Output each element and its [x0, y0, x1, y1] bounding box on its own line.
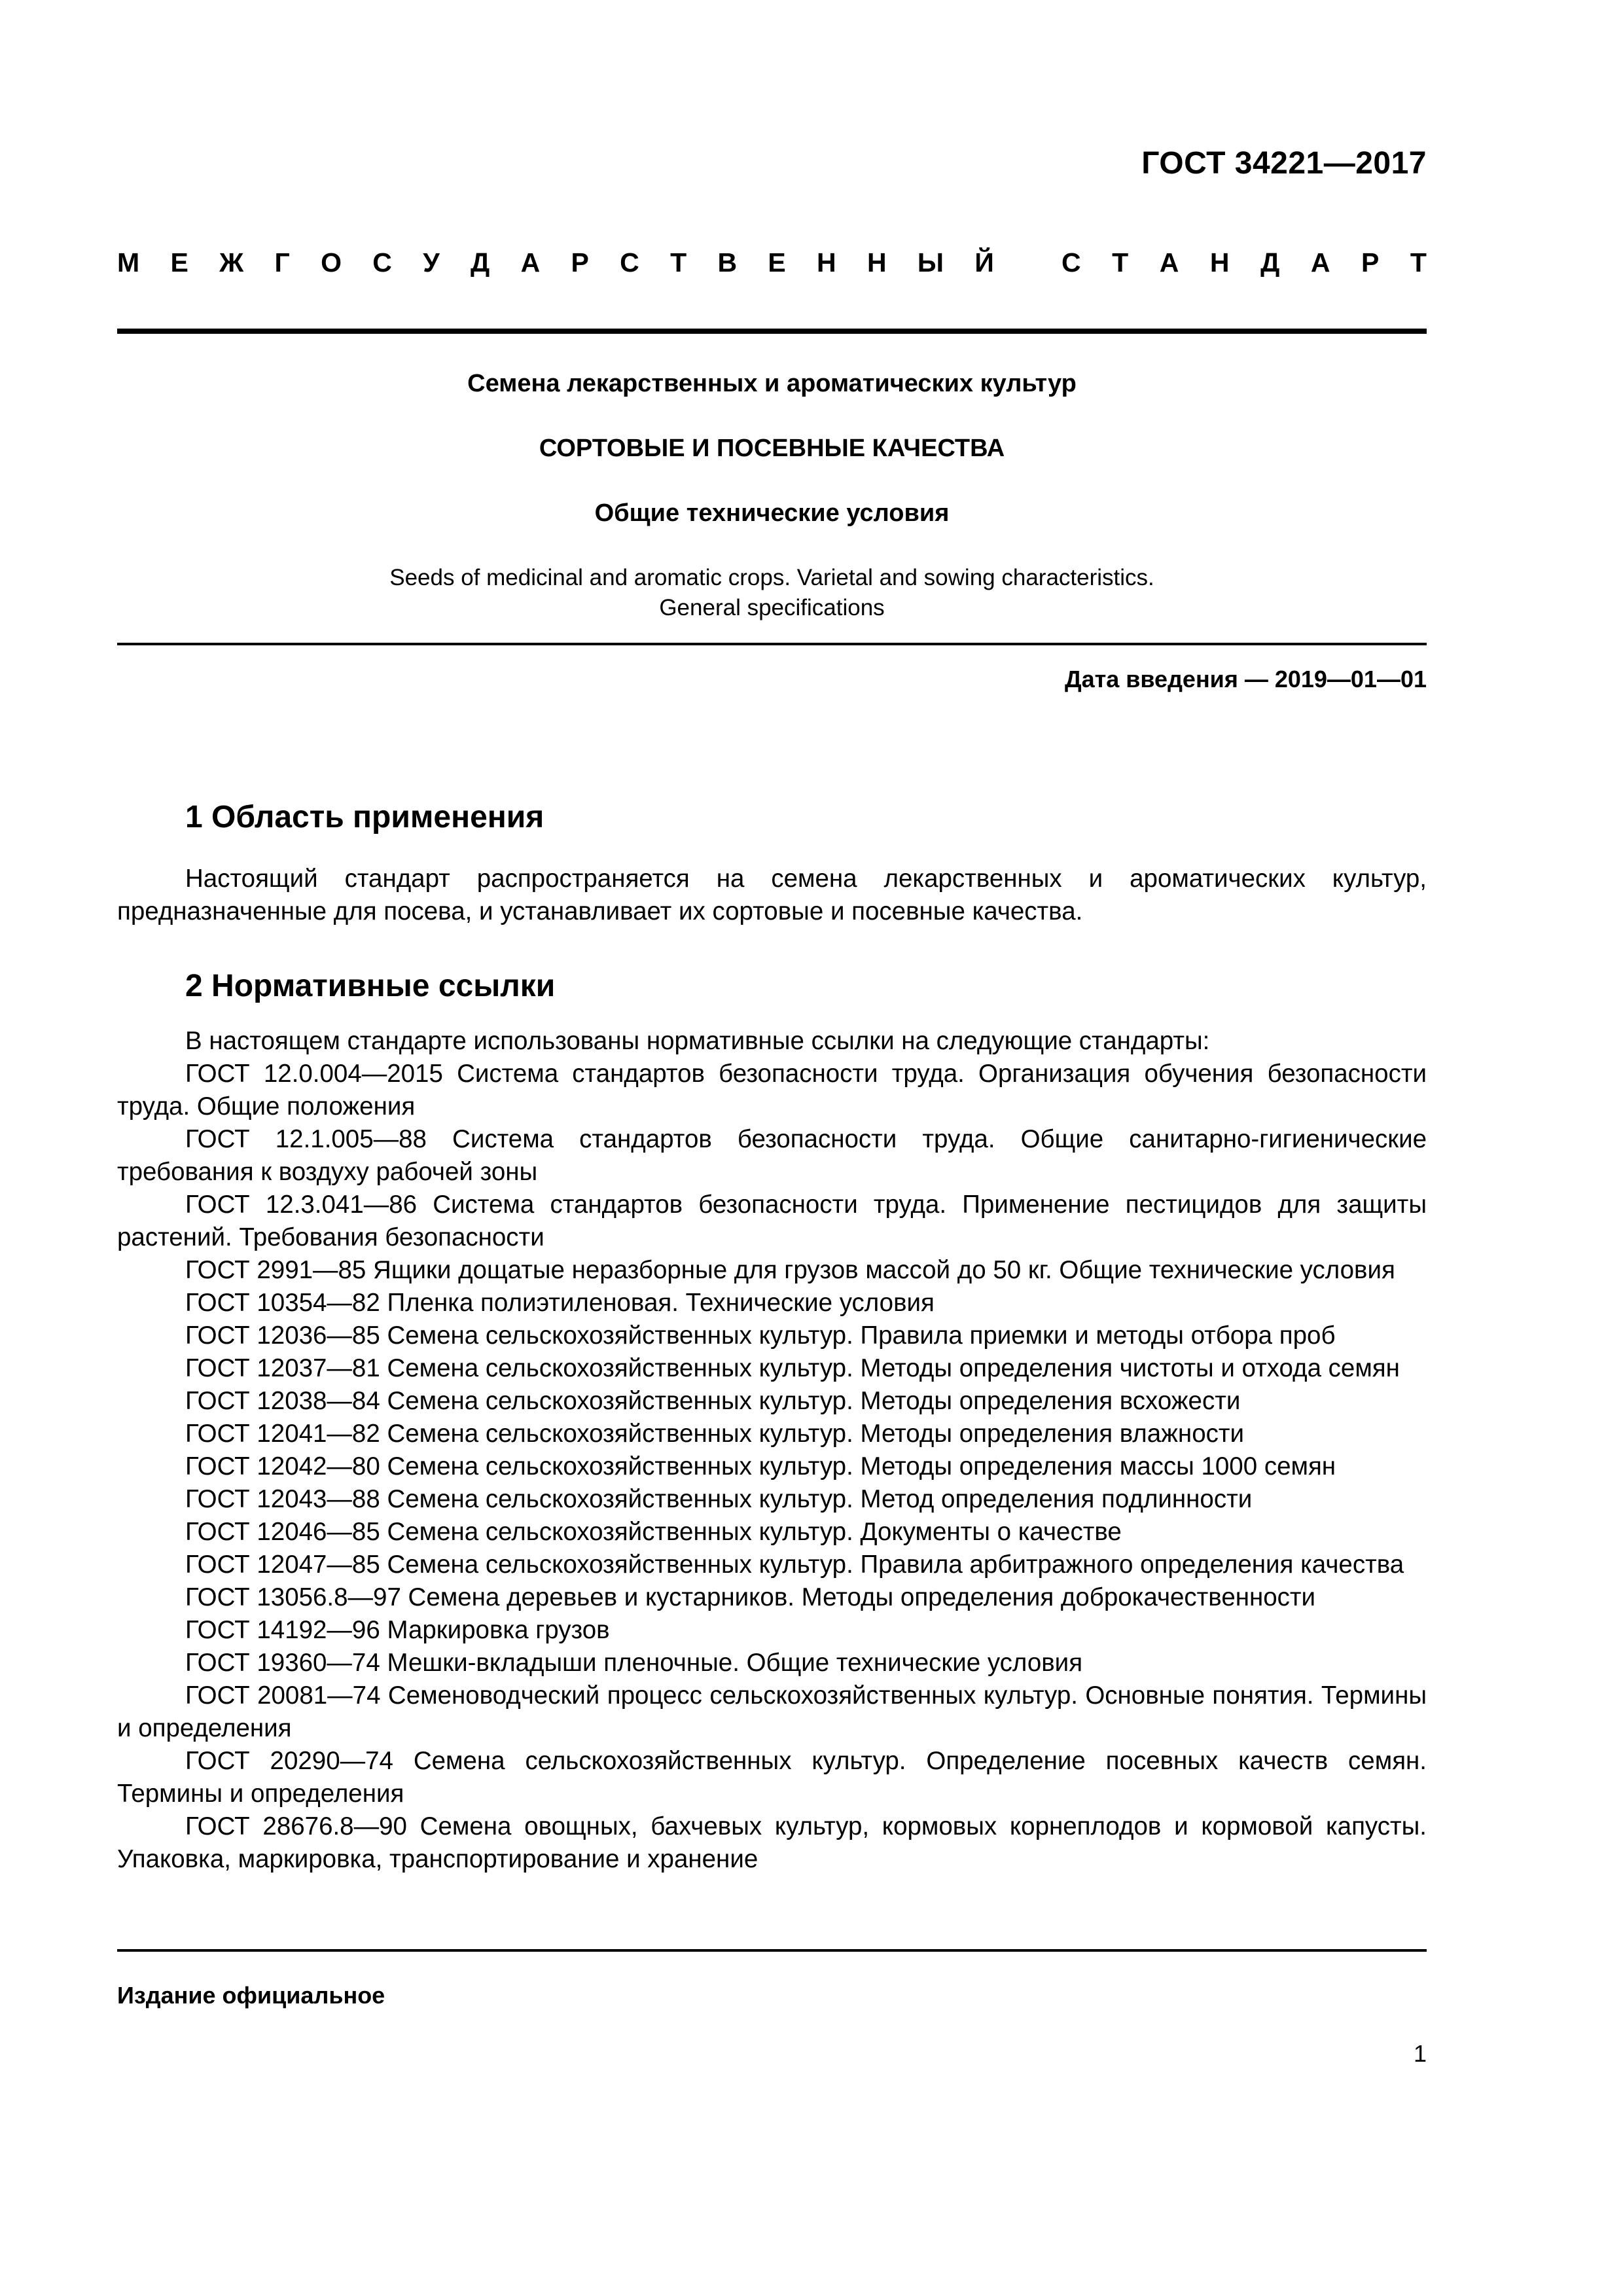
standard-type-heading: [117, 247, 1427, 278]
reference-item: ГОСТ 2991—85 Ящики дощатые неразборные для грузов массой до 50 кг. Общие технические условия: [185, 1256, 1395, 1284]
letter: Г: [274, 247, 290, 278]
letter: Д: [1260, 247, 1280, 278]
letter: Ж: [219, 247, 244, 278]
reference-item: ГОСТ 20081—74 Семеноводческий процесс сельскохозяйственных культур. Основные понятия. Термины и определения: [117, 1681, 1427, 1742]
reference-item: ГОСТ 12042—80 Семена сельскохозяйственных культур. Методы определения массы 1000 семян: [185, 1452, 1336, 1480]
letter: М: [117, 247, 140, 278]
letter: Т: [1410, 247, 1427, 278]
title-english-line-2: General specifications: [659, 595, 885, 620]
reference-item: ГОСТ 19360—74 Мешки-вкладыши пленочные. Общие технические условия: [185, 1649, 1083, 1677]
page-number: 1: [1413, 2040, 1427, 2067]
letter: Т: [1112, 247, 1129, 278]
letter: Р: [1361, 247, 1380, 278]
reference-item: ГОСТ 28676.8—90 Семена овощных, бахчевых культур, кормовых корнеплодов и кормовой капусты. Упаковка, маркировка, транспортирование и хранение: [117, 1812, 1427, 1873]
letter: Р: [571, 247, 589, 278]
title-line-2: СОРТОВЫЕ И ПОСЕВНЫЕ КАЧЕСТВА: [539, 435, 1005, 462]
reference-item: ГОСТ 12046—85 Семена сельскохозяйственных культур. Документы о качестве: [185, 1518, 1122, 1546]
letter: А: [520, 247, 541, 278]
letter: Т: [670, 247, 687, 278]
reference-item: ГОСТ 12038—84 Семена сельскохозяйственных культур. Методы определения всхожести: [185, 1387, 1241, 1415]
section-1-heading: 1 Область применения: [185, 800, 544, 834]
footer-rule: [117, 1949, 1427, 1952]
letter: Й: [974, 247, 994, 278]
reference-item: ГОСТ 12043—88 Семена сельскохозяйственных культур. Метод определения подлинности: [185, 1485, 1253, 1513]
reference-item: ГОСТ 12041—82 Семена сельскохозяйственных культур. Методы определения влажности: [185, 1420, 1244, 1448]
title-rule: [117, 643, 1427, 645]
letter: Н: [866, 247, 887, 278]
letter: А: [1310, 247, 1330, 278]
reference-item: ГОСТ 12036—85 Семена сельскохозяйственных культур. Правила приемки и методы отбора проб: [185, 1321, 1336, 1350]
reference-item: ГОСТ 14192—96 Маркировка грузов: [185, 1616, 610, 1644]
reference-item: ГОСТ 12037—81 Семена сельскохозяйственных культур. Методы определения чистоты и отхода семян: [185, 1354, 1400, 1382]
letter: Д: [471, 247, 490, 278]
reference-item: ГОСТ 12.0.004—2015 Система стандартов безопасности труда. Организация обучения безопасности труда. Общие положения: [117, 1060, 1427, 1121]
letter: А: [1159, 247, 1179, 278]
reference-item: ГОСТ 12.1.005—88 Система стандартов безопасности труда. Общие санитарно-гигиенические требования к воздуху рабочей зоны: [117, 1125, 1427, 1186]
letter: Е: [170, 247, 188, 278]
title-line-3: Общие технические условия: [594, 499, 950, 527]
standard-designation: ГОСТ 34221—2017: [1141, 146, 1427, 181]
letter: У: [423, 247, 440, 278]
letter: С: [372, 247, 392, 278]
section-1-body: [117, 863, 1427, 928]
letter: Н: [817, 247, 836, 278]
official-edition-label: Издание официальное: [117, 1982, 385, 2009]
paragraph: В настоящем стандарте использованы нормативные ссылки на следующие стандарты:: [185, 1027, 1210, 1055]
title-line-1: Семена лекарственных и ароматических культур: [467, 370, 1077, 397]
standard-type-word-1: [117, 247, 994, 278]
reference-item: ГОСТ 13056.8—97 Семена деревьев и кустарников. Методы определения доброкачественности: [185, 1583, 1316, 1611]
section-2-body: [117, 1025, 1427, 1876]
title-english: [117, 563, 1427, 623]
letter: С: [620, 247, 639, 278]
paragraph: Настоящий стандарт распространяется на семена лекарственных и ароматических культур, предназначенные для посева, и устанавливает их сортовые и посевные качества.: [117, 865, 1427, 925]
letter: С: [1061, 247, 1081, 278]
introduction-date: Дата введения — 2019—01—01: [1064, 666, 1427, 692]
letter: Ы: [917, 247, 944, 278]
reference-item: ГОСТ 12047—85 Семена сельскохозяйственных культур. Правила арбитражного определения качества: [185, 1551, 1404, 1579]
standard-type-word-2: [1061, 247, 1427, 278]
letter: Е: [768, 247, 786, 278]
reference-item: ГОСТ 10354—82 Пленка полиэтиленовая. Технические условия: [185, 1289, 935, 1317]
title-english-line-1: Seeds of medicinal and aromatic crops. Varietal and sowing characteristics.: [389, 565, 1154, 590]
letter: О: [321, 247, 342, 278]
letter: Н: [1209, 247, 1230, 278]
letter: В: [717, 247, 738, 278]
section-2-heading: 2 Нормативные ссылки: [185, 969, 556, 1003]
header-rule: [117, 329, 1427, 334]
reference-item: ГОСТ 12.3.041—86 Система стандартов безопасности труда. Применение пестицидов для защиты растений. Требования безопасности: [117, 1191, 1427, 1251]
reference-item: ГОСТ 20290—74 Семена сельскохозяйственных культур. Определение посевных качеств семян. Термины и определения: [117, 1747, 1427, 1808]
